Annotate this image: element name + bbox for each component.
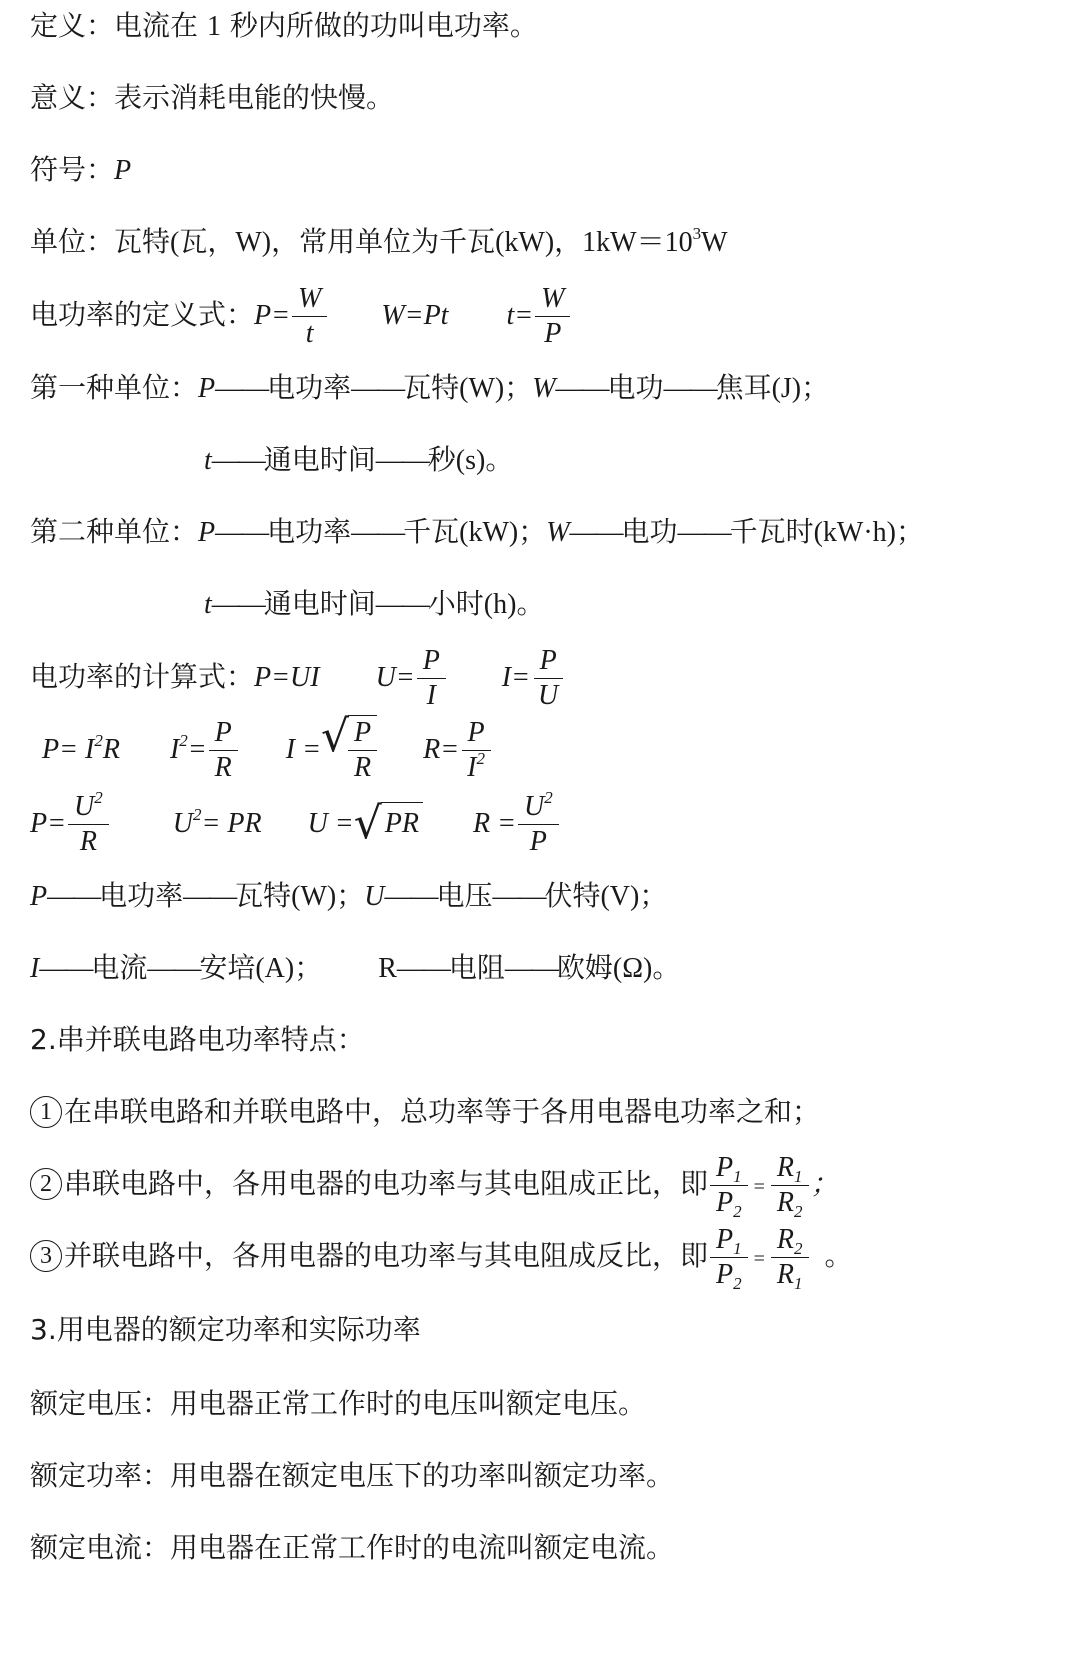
- row-u-f1-num-exp: 2: [94, 787, 103, 807]
- row-u-f2-a: U: [172, 808, 193, 839]
- unit-set-1-line-1: [30, 368, 829, 409]
- series-right-den-sym: R: [776, 1186, 795, 1218]
- u1-dash: ——: [663, 373, 716, 404]
- circled-number-icon: 3: [30, 1240, 62, 1272]
- parallel-right-den-sub: 1: [794, 1273, 803, 1293]
- series-left-num: [710, 1151, 748, 1186]
- row-r-f2-num: P: [209, 716, 238, 751]
- radical-sign-icon: √: [353, 798, 382, 849]
- series-right-den-sub: 2: [794, 1201, 803, 1221]
- row-r-f3-left: I =: [285, 734, 321, 765]
- parallel-right-fraction: [771, 1223, 809, 1292]
- row-u-f2-exp: 2: [192, 805, 202, 824]
- u1-dash: ——: [351, 373, 404, 404]
- def-f3-num: W: [535, 282, 570, 317]
- row-u-f4-num-wrap: [518, 787, 559, 825]
- section-2-item-2-text: 串联电路中，各用电器的电功率与其电阻成正比，即: [64, 1167, 709, 1200]
- q-sym-i: I: [30, 953, 40, 984]
- section-2-item-3: [30, 1220, 853, 1295]
- row-r-f4-den-wrap: [461, 748, 491, 785]
- definition-formula-line: [30, 280, 572, 351]
- q-dash: ——: [147, 953, 200, 984]
- section-2-item-1: [30, 1092, 820, 1132]
- u1-name-time: 通电时间: [263, 443, 376, 476]
- u2-name-work: 电功: [621, 515, 678, 548]
- u2-unit-hour: 小时(h)。: [427, 589, 545, 620]
- q-name-voltage: 电压: [436, 879, 493, 912]
- row-u-f4-fraction: [518, 787, 559, 859]
- voltage-formula-row: [30, 788, 561, 859]
- u1-sym-p: P: [198, 373, 216, 404]
- def-f1-fraction: [292, 282, 327, 351]
- series-right-fraction: [771, 1151, 809, 1220]
- parallel-right-num-sub: 2: [794, 1238, 803, 1258]
- u1-dash: ——: [375, 445, 428, 476]
- unit-text: 瓦特(瓦，W)，常用单位为千瓦(kW)，1kW＝10: [114, 227, 693, 258]
- row-u-f4-num-exp: 2: [544, 787, 553, 807]
- series-right-num-sub: 1: [794, 1166, 803, 1186]
- calc-f3-fraction: [532, 644, 564, 713]
- meaning-text: 表示消耗电能的快慢。: [114, 81, 395, 114]
- u1-dash: ——: [211, 445, 264, 476]
- row-u-f4-den: P: [529, 825, 547, 857]
- row-r-f4-den: I: [467, 751, 477, 783]
- row-r-f4-left: R=: [423, 734, 460, 765]
- parallel-right-den: [771, 1258, 809, 1292]
- series-equals: =: [753, 1176, 765, 1198]
- parallel-right-den-sym: R: [776, 1258, 795, 1290]
- u1-name-work: 电功: [607, 371, 664, 404]
- rated-current-line: [30, 1528, 674, 1568]
- row-r-f3-sqrt: [321, 711, 377, 785]
- u2-unit-kilowatt: 千瓦(kW)；: [403, 517, 547, 548]
- symbol-line: [30, 150, 131, 191]
- def-f1-left: P=: [254, 300, 291, 331]
- unit-set-2-line-2: [204, 584, 544, 625]
- row-r-f2-eq: =: [187, 734, 207, 765]
- row-u-f1-num-wrap: [68, 787, 109, 825]
- circled-number-icon: 1: [30, 1096, 62, 1128]
- definition-label: 定义：: [30, 9, 115, 42]
- q-unit-ampere: 安培(A)；: [199, 953, 323, 984]
- u2-sym-p: P: [198, 517, 216, 548]
- row-u-f3-radicand: PR: [381, 802, 423, 846]
- parallel-right-num: [771, 1223, 809, 1258]
- def-f3-left: t=: [506, 300, 534, 331]
- series-left-den-sym: P: [716, 1186, 734, 1218]
- calc-formula-line: [30, 642, 566, 713]
- u1-dash: ——: [215, 373, 268, 404]
- q-name-power: 电功率: [99, 879, 184, 912]
- u1-name-power: 电功率: [267, 371, 352, 404]
- u2-dash: ——: [569, 517, 622, 548]
- u2-unit-kwh: 千瓦时(kW·h)；: [729, 517, 924, 548]
- rated-power-text: 用电器在额定电压下的功率叫额定功率。: [170, 1459, 675, 1492]
- q-dash: ——: [47, 881, 100, 912]
- calc-f2-num: P: [417, 644, 446, 679]
- calc-f3-den: U: [538, 679, 559, 711]
- quantities-line-2: [30, 948, 680, 989]
- q-name-current: 电流: [91, 951, 148, 984]
- section-3-title: 3.用电器的额定功率和实际功率: [30, 1313, 421, 1346]
- calc-f3-left: I=: [501, 662, 531, 693]
- q-sym-p: P: [30, 881, 48, 912]
- calc-f3-num: P: [534, 644, 563, 679]
- u2-dash: ——: [211, 589, 264, 620]
- series-left-den: [710, 1186, 748, 1220]
- q-dash: ——: [396, 953, 449, 984]
- unit-exponent: 3: [692, 224, 702, 243]
- calc-f2-left: U=: [375, 662, 415, 693]
- row-r-f3-num: P: [348, 716, 377, 751]
- section-2-item-1-text: 在串联电路和并联电路中，总功率等于各用电器电功率之和；: [64, 1095, 821, 1128]
- u1-unit-second: 秒(s)。: [427, 445, 514, 476]
- q-dash: ——: [183, 881, 236, 912]
- parallel-left-num-sub: 1: [733, 1238, 742, 1258]
- u2-name-power: 电功率: [267, 515, 352, 548]
- row-u-f1-fraction: [68, 787, 109, 859]
- def-f3-fraction: [535, 282, 570, 351]
- definition-number: 1: [206, 11, 221, 42]
- parallel-right-num-sym: R: [776, 1223, 795, 1255]
- row-r-f4-den-exp: 2: [476, 748, 485, 768]
- row-u-f1-den: R: [79, 825, 97, 857]
- q-dash: ——: [39, 953, 92, 984]
- u2-dash: ——: [351, 517, 404, 548]
- row-u-f3-sqrt: [353, 798, 423, 849]
- parallel-end: 。: [824, 1239, 853, 1272]
- circled-number-icon: 2: [30, 1168, 62, 1200]
- rated-voltage-text: 用电器正常工作时的电压叫额定电压。: [170, 1387, 647, 1420]
- series-right-num: [771, 1151, 809, 1186]
- row-u-f2-b: = PR: [201, 808, 262, 839]
- series-left-fraction: [710, 1151, 748, 1220]
- row-r-f4-fraction: [461, 716, 491, 785]
- row-u-f1-left: P=: [30, 808, 66, 839]
- unit-set-2-label: 第二种单位：: [30, 515, 199, 548]
- meaning-line: [30, 78, 394, 118]
- q-sym-r: R: [378, 953, 397, 984]
- def-f1-num: W: [292, 282, 327, 317]
- resistance-formula-row: [42, 711, 493, 785]
- u2-name-time: 通电时间: [263, 587, 376, 620]
- q-dash: ——: [504, 953, 557, 984]
- definition-text-a: 电流在: [114, 9, 199, 42]
- q-unit-watt: 瓦特(W)；: [235, 881, 365, 912]
- row-r-f2-left: I: [169, 734, 180, 765]
- parallel-left-den-sub: 2: [733, 1273, 742, 1293]
- unit-line: [30, 222, 728, 263]
- q-unit-ohm: 欧姆(Ω)。: [556, 953, 681, 984]
- u1-sym-t: t: [204, 445, 212, 476]
- rated-voltage-line: [30, 1384, 646, 1424]
- row-r-f1-tail: R: [102, 734, 120, 765]
- row-r-f2-den: R: [214, 751, 232, 783]
- u2-dash: ——: [215, 517, 268, 548]
- u1-sym-w: W: [532, 373, 556, 404]
- row-r-f3-fraction: [348, 715, 377, 785]
- q-unit-volt: 伏特(V)；: [544, 881, 668, 912]
- series-end: ；: [810, 1169, 839, 1200]
- row-r-f2-fraction: [209, 716, 238, 785]
- section-2-title: 2.串并联电路电功率特点：: [30, 1023, 365, 1056]
- calc-label: 电功率的计算式：: [30, 660, 255, 693]
- q-sym-u: U: [364, 881, 385, 912]
- u2-sym-t: t: [204, 589, 212, 620]
- calc-f2-fraction: [417, 644, 446, 713]
- row-u-f3-left: U =: [307, 808, 354, 839]
- parallel-left-num: [710, 1223, 748, 1258]
- unit-label: 单位：: [30, 225, 115, 258]
- definition-line: [30, 6, 538, 47]
- q-name-resistance: 电阻: [448, 951, 505, 984]
- series-left-num-sub: 1: [733, 1166, 742, 1186]
- calc-f2-den: I: [426, 679, 436, 711]
- unit-set-1-line-2: [204, 440, 513, 481]
- row-r-f4-num: P: [462, 716, 491, 751]
- section-2-item-3-text: 并联电路中，各用电器的电功率与其电阻成反比，即: [64, 1239, 709, 1272]
- u2-sym-w: W: [546, 517, 570, 548]
- definition-formula-label: 电功率的定义式：: [30, 298, 255, 331]
- radical-sign-icon: √: [321, 711, 350, 762]
- section-2-item-2: [30, 1148, 839, 1223]
- u1-unit-joule: 焦耳(J)；: [715, 373, 830, 404]
- def-f2: W=Pt: [381, 300, 449, 331]
- row-u-f4-left: R =: [472, 808, 516, 839]
- def-f1-den: t: [305, 317, 314, 349]
- rated-power-line: [30, 1456, 674, 1496]
- rated-current-text: 用电器在正常工作时的电流叫额定电流。: [170, 1531, 675, 1564]
- row-u-f1-num: U: [74, 790, 95, 822]
- definition-text-b: 秒内所做的功叫电功率。: [229, 9, 538, 42]
- row-r-f1-exp: 2: [94, 731, 103, 750]
- unit-tail: W: [701, 227, 728, 258]
- rated-power-label: 额定功率：: [30, 1459, 171, 1492]
- parallel-left-den-sym: P: [716, 1258, 734, 1290]
- series-right-den: [771, 1186, 809, 1220]
- series-right-num-sym: R: [776, 1151, 795, 1183]
- parallel-equals: =: [753, 1248, 765, 1270]
- meaning-label: 意义：: [30, 81, 115, 114]
- row-r-f1: P= I: [42, 734, 95, 765]
- rated-voltage-label: 额定电压：: [30, 1387, 171, 1420]
- symbol-value: P: [114, 155, 132, 186]
- row-r-f2-exp: 2: [179, 731, 188, 750]
- unit-set-2-line-1: [30, 512, 924, 553]
- parallel-left-fraction: [710, 1223, 748, 1292]
- unit-set-1-label: 第一种单位：: [30, 371, 199, 404]
- u2-dash: ——: [677, 517, 730, 548]
- row-u-f4-num: U: [523, 790, 545, 822]
- def-f3-den: P: [544, 317, 562, 349]
- q-dash: ——: [384, 881, 437, 912]
- u1-dash: ——: [555, 373, 608, 404]
- series-left-num-sym: P: [716, 1151, 734, 1183]
- rated-current-label: 额定电流：: [30, 1531, 171, 1564]
- calc-f1: P=UI: [254, 662, 320, 693]
- parallel-left-den: [710, 1258, 748, 1292]
- quantities-line-1: [30, 876, 667, 917]
- u2-dash: ——: [375, 589, 428, 620]
- symbol-label: 符号：: [30, 153, 115, 186]
- q-dash: ——: [492, 881, 545, 912]
- series-left-den-sub: 2: [733, 1201, 742, 1221]
- u1-unit-watt: 瓦特(W)；: [403, 373, 533, 404]
- row-r-f3-den: R: [354, 752, 372, 783]
- parallel-left-num-sym: P: [716, 1223, 734, 1255]
